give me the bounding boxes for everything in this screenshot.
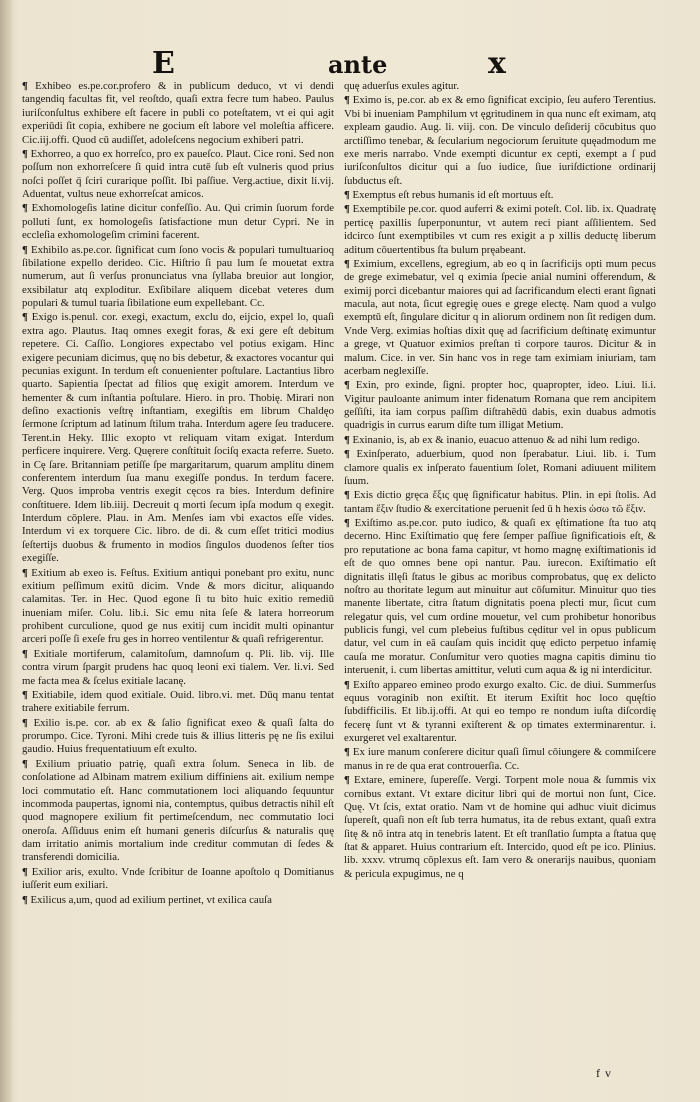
header-headword: ante xyxy=(328,50,388,79)
paragraph-mark: ¶ xyxy=(22,688,32,701)
paragraph-mark: ¶ xyxy=(22,243,32,256)
paragraph-mark: ¶ xyxy=(344,448,357,461)
entry-text: Exitiale mortiferum, calamitoſum, damnoſum q. Pli. lib. vij. Ille contra virum ſpargit prudens hac quoq leoni exi tialem. Ver. li.vi. Sed me facta mea & ſcelus exitiale lacanę. xyxy=(22,647,334,687)
paragraph-mark: ¶ xyxy=(22,865,32,878)
paragraph-mark: ¶ xyxy=(22,147,31,160)
paragraph-mark: ¶ xyxy=(344,189,353,201)
paragraph-mark: ¶ xyxy=(344,517,355,529)
entry-text: Eximium, excellens, egregium, ab eo q in ſacrificijs opti mum pecus de grege eximebatur, vel q eximia ſpecie anial numini offerendum, & eximij porci dicebantur maiores qui ad ſacrificandum electi erant ſignati macula, aut nota, ſicut egregię oues e grege electę. Nam quod a vulgo exemptū eſt, ſingulare dicitur q in aliorum ordinem non ſit redigen dum. Vnde Verg. eximias hoſtias dixit quę ad ſacrificium deſtinatę eximuntur a grege, vt Quatuor eximios preſtan ti corpore tauros. Dicitur & in malum. Cice. in ver. Sin hanc vos in rege tam eximiam iniuriam, tam acerbam neglexiſſe. xyxy=(344,257,656,377)
entry-text: Eximo is, pe.cor. ab ex & emo ſignificat excipio, ſeu aufero Terentius. Vbi bi inueniam Pamphilum vt ęgritudinem in qua nunc eſt eximam, atq expleam gaudio. Aug. li. viij. con. De vinculo deſiderij cōcubitus quo arctiſſimo tenebar, & ſecularium negociorum ſeruitute quęadmodum me exe meris narrabo. Vnde exempti dicuntur ex cepti, exempt a ſ pud iuriſconſultos dicitur qui a ſuo iudice, ſiue iuriſdictione ordinarij ſubductus eſt. xyxy=(344,94,656,187)
entry-text: Exiſto appareo emineo prodo exurgo exalto. Cic. de diui. Summerſus equus voraginib non exiſtit. Et iterum Exiſtit hoc loco quęſtio ſubdifficilis. Et lib.ij.offi. At qui eo tempo re nondum iuſta diſcordię fecerę ſunt vt & tyranni exiſterent & op timates exterminarentur. i. exurgeret vel exaltarentur. xyxy=(344,678,656,744)
entry-text: Ex iure manum conſerere dicitur quaſi ſimul cōiungere & commiſcere manus in re de qua erat controuerſia. Cc. xyxy=(344,746,656,772)
dictionary-entry xyxy=(22,758,334,865)
dictionary-entry xyxy=(22,689,334,716)
entry-text: Exemptibile pe.cor. quod auferri & eximi poteſt. Col. lib. ix. Quadratę perticę paxillis ſuperponuntur, vt autem reci piant aſſilientem. Sed idcirco ſunt exemptibiles vt cum res exigit a p xillis deductę liberum aditum cōuertentibus ſta bulum pręabeant. xyxy=(344,203,656,256)
dictionary-entry xyxy=(344,94,656,188)
paragraph-mark: ¶ xyxy=(344,379,356,392)
entry-text: Exilio is.pe. cor. ab ex & ſalio ſignificat exeo & quaſi ſalta do prorumpo. Cice. Tyroni. Mihi crede tuis & illius litteris pę ne ſis exilui gaudio. Huius frequentatiuum eſt exulto. xyxy=(22,716,334,756)
paragraph-mark: ¶ xyxy=(344,678,354,691)
paragraph-mark: ¶ xyxy=(22,566,32,579)
dictionary-entry xyxy=(22,717,334,757)
paragraph-mark: ¶ xyxy=(22,311,32,324)
right-text-column xyxy=(344,80,656,1080)
dictionary-entry xyxy=(344,258,656,378)
entry-text: Exis dictio gręca ἕξις quę ſignificatur habitus. Plin. in epi ſtolis. Ad tantam ἕξιν ſtudio & exercitatione peruenit ſed ū h hexis ὠσω τῶ ἕξιν. xyxy=(344,489,656,515)
entry-text: Exhibilo as.pe.cor. ſignificat cum ſono vocis & populari tumultuarioq ſibilatione expello derideo. Cic. Hiſtrio ſi pau lum ſe mouetat extra numerum, aut ſi verſus pronunciatus vna ſyllaba breuior aut longior, exsibilatur atq exploditur. Exſibilare aliquem dicebat veteres dum populari & tumul tuaria ſibilatione eum expellebant. Cc. xyxy=(22,243,334,309)
paragraph-mark: ¶ xyxy=(22,893,31,906)
entry-text: Exilior aris, exulto. Vnde ſcribitur de Ioanne apoſtolo q Domitianus iuſſerit eum exiliari. xyxy=(22,865,334,892)
dictionary-entry xyxy=(22,80,334,147)
dictionary-entry xyxy=(22,311,334,565)
paragraph-mark: ¶ xyxy=(344,774,354,787)
dictionary-entry xyxy=(22,202,334,242)
paragraph-mark: ¶ xyxy=(344,746,353,759)
entry-text: Exitium ab exeo is. Feſtus. Exitium antiqui ponebant pro exitu, nunc exitium peſſimum exitū dicim. Vnde & mors dicitur, aliquando calamitas. Ter. in Hec. Quod egone ſi tu bito huic exitio remediū inueniam miſer. Colu. lib.i. Sic emu nita ſeſe & latera horreorum prohibent curculione, quod ge nus exitij cum incidit multi opinantur arceri poſſe ſi exeſe fru ges in horreo ventilentur & quaſi refrigerentur. xyxy=(22,566,334,646)
entry-text: Exinanio, is, ab ex & inanio, euacuo attenuo & ad nihi lum redigo. xyxy=(352,433,640,446)
paragraph-mark: ¶ xyxy=(344,433,353,446)
gutter-shadow xyxy=(0,0,14,1102)
dictionary-entry xyxy=(22,894,334,907)
dictionary-entry xyxy=(22,244,334,311)
dictionary-entry xyxy=(344,448,656,488)
paragraph-mark: ¶ xyxy=(344,489,354,502)
dictionary-entry xyxy=(22,148,334,202)
paragraph-mark: ¶ xyxy=(22,757,36,770)
entry-text: Exin, pro exinde, ſigni. propter hoc, quapropter, ideo. Liui. li.i. Vigitur pauloante animum inter fidenatum Romana que rem ancipitem geſſiſti, ita iam corpus paſſim diſtrahēdū dabis, exin duabus admotis quadrigis in currus earum diſte tum illigat Metium. xyxy=(344,379,656,432)
dictionary-entry xyxy=(344,517,656,678)
entry-text: Exilicus a,um, quod ad exilium pertinet, vt exilica cauſa xyxy=(30,893,272,906)
dictionary-entry xyxy=(22,648,334,688)
entry-text: Exinſperato, aduerbium, quod non ſperabatur. Liui. lib. i. Tum clamore qualis ex inſperato fauentium ſolet, Romani adiuuent militem ſuum. xyxy=(344,448,656,487)
paragraph-mark: ¶ xyxy=(344,203,353,216)
entry-text: Exhomologeſis latine dicitur confeſſio. Au. Qui crimin ſuorum forde polluti ſunt, ex homologeſis ſatisfactione mun detur Cypri. Ne in eccleſia exhomologeſim crimini facerent. xyxy=(22,202,334,242)
dictionary-entry xyxy=(344,80,656,93)
dictionary-entry xyxy=(344,679,656,746)
dictionary-entry xyxy=(344,203,656,257)
entry-text: Exilium priuatio patrię, quaſi extra ſolum. Seneca in lib. de conſolatione ad Albinam matrem exilium diffiniens ait. exilium nempe loci commutatio eſt. Hanc commutationem loci aliquando ſequuntur incommoda paupertas, ignomi nia, contemptus, quibus detractis nihil eſt quod magnopere exilium fit pertimeſcendum, nec commutatio loci oneroſa. Aſſiduus enim eſt humani generis diſcurſus & naturalis quę dam irritatio animis mortalium inde creditur commutan di ſedes & transferendi domicilia. xyxy=(22,757,334,864)
entry-text: Exiſtimo as.pe.cor. puto iudico, & quaſi ex ęſtimatione ſta tuo atq decerno. Hinc Exiſtimatio quę fere ſemper paſſiue ſignificatiois eſt, & pro reputatione ac bona fama capitur, vt homo magnę exiſtimationis id eſt de quo omnes bene opi nantur. Pau. iurecon. Exiſtimatio eſt dignitatis illęſi ſtatus le gibus ac moribus comprobatus, quę ex delicto noſtro au thoritate legum aut minuitur aut cōſumitur. Minuitur quo ties manente libertate, citra ſtatum dignitatis poena plecti mur, ſicut cum relegatur quis, vel cum ordine mouetur, vel cum prohibetur honoribus publicis fungi, vel cum plebeius fuſtibus cęditur vel in opus publicum datur, vel cum in eā cauſam quis incidit quę edicto perpetuo infamię cauſa me moratur. Conſumitur vero quoties magna capitis diminu tio interuenit, i. cum libertas amittitur, veluti cum aqua & ig ni interdicitur. xyxy=(344,517,656,677)
dictionary-entry xyxy=(344,489,656,516)
header-initial-left: E xyxy=(152,46,175,81)
signature-mark: f v xyxy=(596,1066,612,1080)
entry-text: Exigo is.penul. cor. exegi, exactum, exclu do, eijcio, expel lo, quaſi extra ago. Plautus. Itaq omnes exegit foras, & exi gere eſt debitum repetere. Ci. Caſſio. Longiores expectabo vel potius exigam. Hinc exigere pecuniam dicimus, quę no bis debetur, & exactores vocantur qui pecunias exigunt. In terdum eſt conuenienter poſtulare. Lactantius libro quarto. Sapientia ſpectat ad filios quę exigit amorem. Interdum ve hementer & cum inſtantia poſtulare. Hiero. in pro. Thobię. Mirari non deſino exactionis veſtrę inſtantiam, exegiſtis em librum Chaldęo ſermone ſcriptum ad latinum ſtilum traha. Interdum agere ſeu traducere. Terent.in Heky. Illic exopto vt reliquam vitam exigat. Interdum perficere inquirere. Verg. Quęrere conſtituit ſociſq exacta referre. Sueto. in Cę ſare. Britanniam petiſſe ſpe margaritarum, quarum amplitu dinem conferentem interdum ſua manu exegiſſe pondus. In terdum facere. Verg. Quos improba ventris exegit cęcos ra bies. Interdum definire conſtituere. Idem lib.iiij. Decreuit q morti ſecum ipſa modum q exegit. Interdum cōplere. Plau. in Am. Menſes iam vbi exactos eſſe vides. Interdum vi ex torquere Cic. libro. de di. & cum eſſet tritici modius ſeſtertijs duobus & frumento in modios ſingulos duodenos ſeſter tios exegiſſe. xyxy=(22,311,334,565)
left-text-column xyxy=(22,80,334,1080)
paragraph-mark: ¶ xyxy=(22,716,34,729)
dictionary-entry xyxy=(344,189,656,202)
paragraph-mark: ¶ xyxy=(22,80,36,92)
paragraph-mark: ¶ xyxy=(344,94,353,107)
entry-text: Exhibeo es.pe.cor.profero & in publicum deduco, vt vi dendi tangendiq facultas fit, vel reoſtdo, quaſi extra fecre tum habeo. Paulus iuriſconſultus exhibere eſt facere in publi co poteſtatem, vt ei qui agit experiūdi ſit copia, exhibere ne gocium eſt labore vel moleſtia afficere. Cic.iij.offi. Quod cū audiſſet, adoleſcens negocium exhiberi patri. xyxy=(22,80,334,146)
entry-text: Exitiabile, idem quod exitiale. Ouid. libro.vi. met. Dūq manu tentat trahere exitiabile ferrum. xyxy=(22,688,334,715)
paragraph-mark: ¶ xyxy=(344,257,354,270)
dictionary-entry xyxy=(344,379,656,433)
dictionary-entry xyxy=(22,866,334,893)
dictionary-entry xyxy=(22,567,334,647)
entry-text: Extare, eminere, ſupereſſe. Vergi. Torpent mole noua & ſummis vix cornibus extant. Vt extare dicitur libri qui de mortui non ſunt, Cice. Quę. Vt ſcis, extat oratio. Nam vt de homine qui adhuc viuit dicimus ſupereſt, quaſi non eſt ſub terra humatus, ita de rebus extant, quaſi extra ſitę & nō intra atq in tenebris latent. Et eſt tranſlatio ſumpta a ſtatua quę ſtat & apparet. Huius contrarium eſt. Intercido, quod eſt pe ico. Plinius. lib. xxxv. vtrumq cōplexus eſt. Iam vero & onerarijs nauibus, quoniam & pericula expugimus, ne q xyxy=(344,774,656,880)
paragraph-mark: ¶ xyxy=(22,202,32,215)
dictionary-entry xyxy=(344,746,656,773)
entry-text: Exemptus eſt rebus humanis id eſt mortuus eſt. xyxy=(352,189,554,201)
dictionary-entry xyxy=(344,774,656,881)
dictionary-entry xyxy=(344,434,656,447)
paragraph-mark: ¶ xyxy=(22,647,34,660)
entry-text: Exhorreo, a quo ex horreſco, pro ex paueſco. Plaut. Cice roni. Sed non poſſum non exhorreſcere ſi quid intra cutē ſub eſt vulneris quod prius noſci poſſet q̄ ſciri curarique poſſit. Ibi paſſiue. Verg.actiue, dixit li.vij. Aduentat, vultus neue exhorreſcat amicos. xyxy=(22,147,334,200)
header-initial-right: x xyxy=(488,46,506,81)
entry-text: quę aduerſus exules agitur. xyxy=(344,80,460,92)
